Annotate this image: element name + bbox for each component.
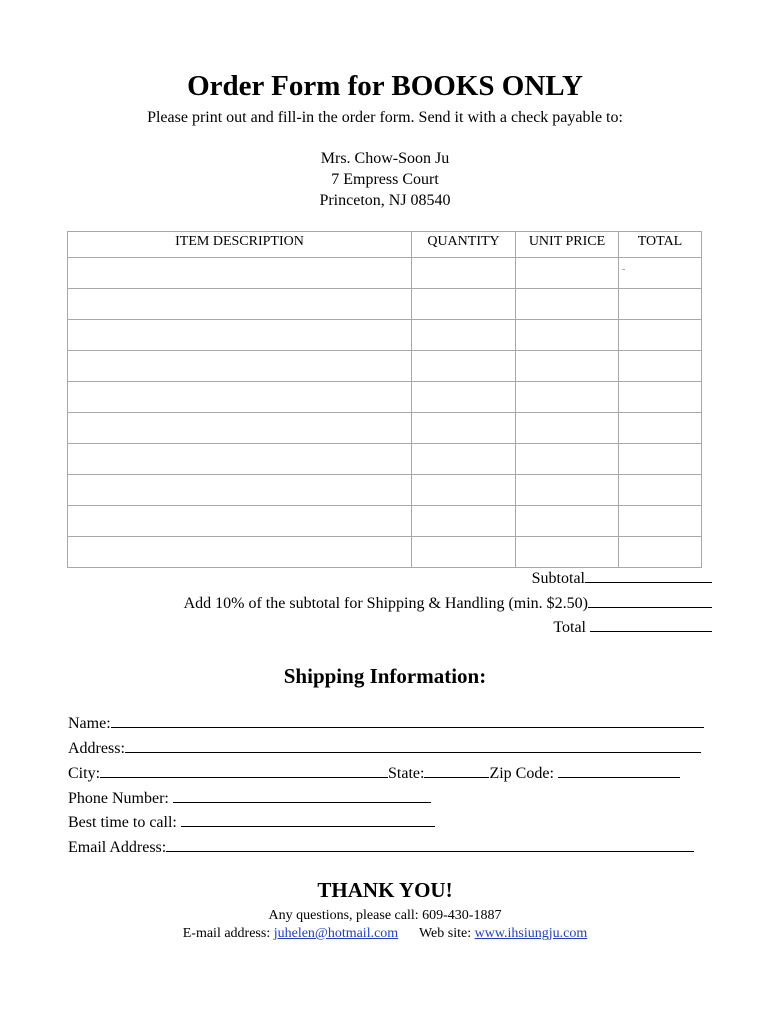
questions-text: Any questions, please call: 609-430-1887 xyxy=(268,908,502,923)
email-row xyxy=(68,835,694,857)
item-description-cell[interactable] xyxy=(68,289,412,320)
best-time-label: Best time to call: xyxy=(68,814,177,831)
total-label: Total xyxy=(553,619,586,636)
address-field[interactable] xyxy=(125,736,701,753)
header-total: TOTAL xyxy=(619,232,702,258)
unit-price-cell[interactable] xyxy=(516,320,619,351)
table-row xyxy=(68,258,702,289)
zip-label: Zip Code: xyxy=(489,765,554,782)
unit-price-cell[interactable] xyxy=(516,475,619,506)
website-label: Web site: xyxy=(418,926,472,941)
intro-text: Please print out and fill-in the order form. Send it with a check payable to: xyxy=(147,109,623,126)
item-description-cell[interactable] xyxy=(68,258,412,289)
table-row xyxy=(68,413,702,444)
best-time-row xyxy=(68,810,435,832)
email-contact-label: E-mail address: xyxy=(182,926,271,941)
total-row xyxy=(553,615,712,637)
email-label: Email Address: xyxy=(68,839,167,856)
subtotal-field[interactable] xyxy=(585,566,712,583)
phone-label: Phone Number: xyxy=(68,790,169,807)
name-row xyxy=(68,711,704,733)
quantity-cell[interactable] xyxy=(412,382,516,413)
form-title: Order Form for BOOKS ONLY xyxy=(187,70,583,102)
quantity-cell[interactable] xyxy=(412,506,516,537)
state-label: State: xyxy=(388,765,425,782)
city-label: City: xyxy=(68,765,101,782)
email-field[interactable] xyxy=(166,835,694,852)
table-row xyxy=(68,537,702,568)
header-item-description: ITEM DESCRIPTION xyxy=(68,232,412,258)
table-row xyxy=(68,351,702,382)
table-row xyxy=(68,320,702,351)
shipping-handling-row xyxy=(184,591,712,613)
quantity-cell[interactable] xyxy=(412,289,516,320)
zip-field[interactable] xyxy=(558,761,680,778)
name-field[interactable] xyxy=(111,711,704,728)
table-row xyxy=(68,289,702,320)
quantity-cell[interactable] xyxy=(412,320,516,351)
order-items-table xyxy=(67,231,702,568)
total-cell[interactable] xyxy=(619,537,702,568)
website-link[interactable]: www.ihsiungju.com xyxy=(474,926,588,941)
quantity-cell[interactable] xyxy=(412,351,516,382)
subtotal-label: Subtotal xyxy=(531,570,585,587)
subtotal-row xyxy=(532,566,712,588)
total-cell[interactable] xyxy=(619,444,702,475)
item-description-cell[interactable] xyxy=(68,351,412,382)
item-description-cell[interactable] xyxy=(68,475,412,506)
total-cell[interactable] xyxy=(619,506,702,537)
best-time-field[interactable] xyxy=(181,810,435,827)
city-row xyxy=(68,761,680,783)
payee-street: 7 Empress Court xyxy=(331,171,439,188)
state-field[interactable] xyxy=(424,761,489,778)
total-cell[interactable] xyxy=(619,320,702,351)
header-unit-price: UNIT PRICE xyxy=(516,232,619,258)
table-row xyxy=(68,444,702,475)
shipping-handling-field[interactable] xyxy=(588,591,712,608)
item-description-cell[interactable] xyxy=(68,537,412,568)
table-row xyxy=(68,475,702,506)
total-cell[interactable] xyxy=(619,382,702,413)
table-row xyxy=(68,382,702,413)
total-cell[interactable] xyxy=(619,258,702,289)
quantity-cell[interactable] xyxy=(412,537,516,568)
unit-price-cell[interactable] xyxy=(516,289,619,320)
unit-price-cell[interactable] xyxy=(516,258,619,289)
item-description-cell[interactable] xyxy=(68,320,412,351)
quantity-cell[interactable] xyxy=(412,413,516,444)
phone-field[interactable] xyxy=(173,786,431,803)
total-cell[interactable] xyxy=(619,289,702,320)
unit-price-cell[interactable] xyxy=(516,444,619,475)
total-cell[interactable] xyxy=(619,351,702,382)
quantity-cell[interactable] xyxy=(412,475,516,506)
contact-line xyxy=(0,926,770,942)
unit-price-cell[interactable] xyxy=(516,506,619,537)
name-label: Name: xyxy=(68,715,111,732)
phone-row xyxy=(68,786,431,808)
unit-price-cell[interactable] xyxy=(516,537,619,568)
shipping-information-heading: Shipping Information: xyxy=(283,664,487,688)
total-cell[interactable] xyxy=(619,413,702,444)
table-row xyxy=(68,506,702,537)
item-description-cell[interactable] xyxy=(68,506,412,537)
thank-you-heading: THANK YOU! xyxy=(317,878,453,902)
payee-city: Princeton, NJ 08540 xyxy=(319,192,451,209)
payee-name: Mrs. Chow-Soon Ju xyxy=(320,150,450,167)
item-description-cell[interactable] xyxy=(68,413,412,444)
unit-price-cell[interactable] xyxy=(516,351,619,382)
total-field[interactable] xyxy=(590,615,712,632)
unit-price-cell[interactable] xyxy=(516,413,619,444)
email-link[interactable]: juhelen@hotmail.com xyxy=(273,926,399,941)
item-description-cell[interactable] xyxy=(68,382,412,413)
city-field[interactable] xyxy=(100,761,388,778)
item-description-cell[interactable] xyxy=(68,444,412,475)
shipping-handling-label: Add 10% of the subtotal for Shipping & Handling (min. $2.50) xyxy=(183,595,588,612)
quantity-cell[interactable] xyxy=(412,258,516,289)
total-cell[interactable] xyxy=(619,475,702,506)
total-placeholder-mark: - xyxy=(622,264,626,275)
quantity-cell[interactable] xyxy=(412,444,516,475)
address-label: Address: xyxy=(68,740,125,757)
address-row xyxy=(68,736,701,758)
unit-price-cell[interactable] xyxy=(516,382,619,413)
header-quantity: QUANTITY xyxy=(412,232,516,258)
